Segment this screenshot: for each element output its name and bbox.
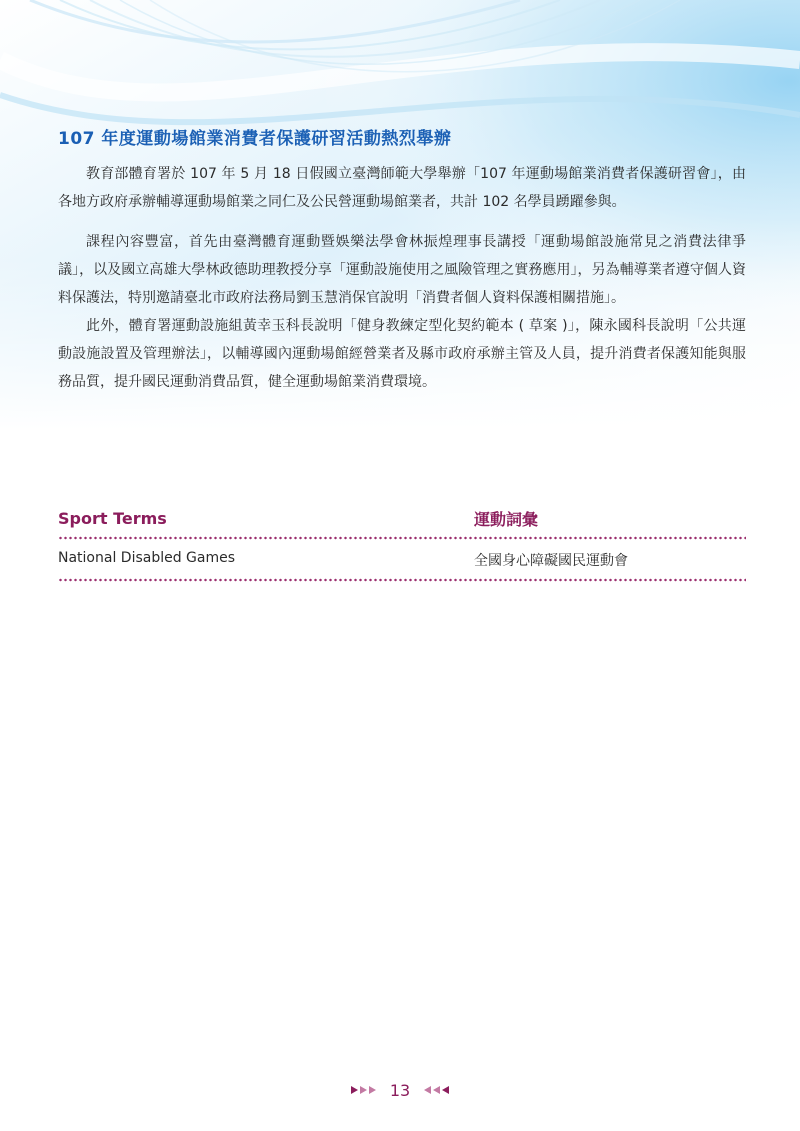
article-title: 107 年度運動場館業消費者保護研習活動熱烈舉辦 — [58, 129, 452, 149]
dotted-divider-top — [58, 536, 746, 540]
page-footer — [0, 1078, 800, 1102]
article-paragraph-3: 此外，體育署運動設施組黃幸玉科長說明「健身教練定型化契約範本 ( 草案 )」，陳永國科長說明「公共運動設施設置及管理辦法」，以輔導國內運動場館經營業者及縣市政府承辦主管及人員，提升消費者保護知能與服務品質，提升國民運動消費品質，健全運動場館業消費環境。 — [58, 318, 746, 390]
dotted-divider-bottom — [58, 578, 746, 582]
left-arrows-icon — [424, 1086, 449, 1094]
right-arrows-icon — [351, 1086, 376, 1094]
sport-terms-header-zh: 運動詞彙 — [474, 510, 539, 529]
page-number: 13 — [389, 1080, 411, 1100]
sport-terms-header-en: Sport Terms — [58, 509, 167, 528]
article-paragraph-2: 課程內容豐富，首先由臺灣體育運動暨娛樂法學會林振煌理事長講授「運動場館設施常見之消費法律爭議」，以及國立高雄大學林政德助理教授分享「運動設施使用之風險管理之實務應用」，另為輔導業者遵守個人資料保護法，特別邀請臺北市政府法務局劉玉慧消保官說明「消費者個人資料保護相關措施」。 — [58, 234, 746, 306]
article-paragraph-1: 教育部體育署於 107 年 5 月 18 日假國立臺灣師範大學舉辦「107 年運動場館業消費者保護研習會」，由各地方政府承辦輔導運動場館業之同仁及公民營運動場館業者，共計 102 名學員踴躍參與。 — [58, 166, 746, 210]
term-chinese: 全國身心障礙國民運動會 — [474, 553, 628, 569]
term-english: National Disabled Games — [58, 550, 236, 566]
